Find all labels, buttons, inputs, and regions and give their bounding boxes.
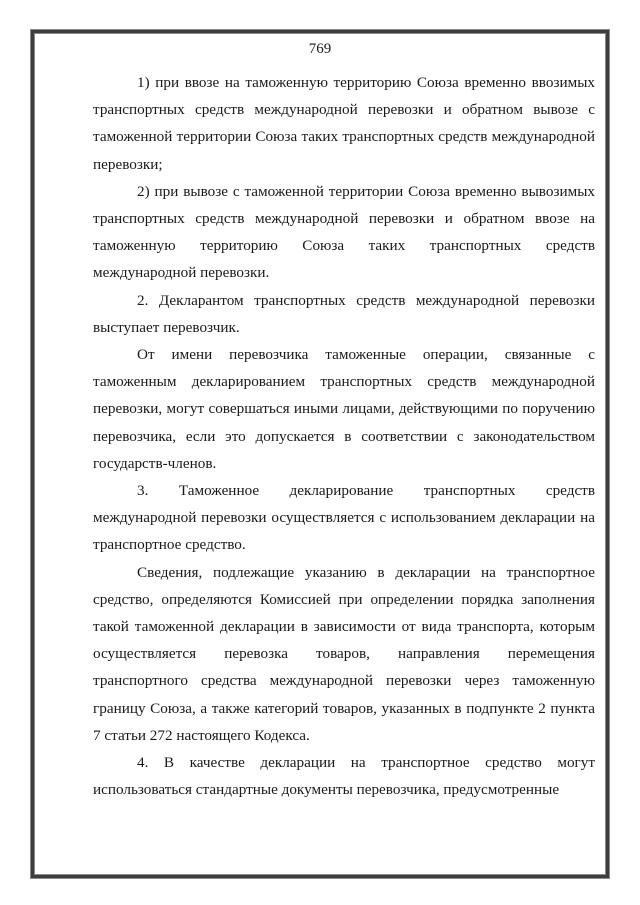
document-text <box>93 69 595 803</box>
page-number: 769 <box>308 41 332 57</box>
paragraph-1: 1) при ввозе на таможенную территорию Союза временно ввозимых транспортных средств международной перевозки и обратном вывозе с таможенной территории Союза таких транспортных средств международной перевозки; <box>93 74 595 173</box>
paragraph-3: 2. Декларантом транспортных средств международной перевозки выступает перевозчик. <box>93 291 595 336</box>
document-page <box>31 30 609 878</box>
paragraph-7: 4. В качестве декларации на транспортное средство могут использоваться стандартные документы перевозчика, предусмотренные <box>93 754 595 799</box>
paragraph-5: 3. Таможенное декларирование транспортных средств международной перевозки осуществляется с использованием декларации на транспортное средство. <box>93 482 595 554</box>
paragraph-4: От имени перевозчика таможенные операции, связанные с таможенным декларированием транспортных средств международной перевозки, могут совершаться иными лицами, действующими по поручению перевозчика, если это допускается в соответствии с законодательством государств-членов. <box>93 346 595 472</box>
paragraph-2: 2) при вывозе с таможенной территории Союза временно вывозимых транспортных средств международной перевозки и обратном ввозе на таможенную территорию Союза таких транспортных средств международной перевозки. <box>93 182 595 282</box>
paragraph-6: Сведения, подлежащие указанию в декларации на транспортное средство, определяются Комиссией при определении порядка заполнения такой таможенной декларации в зависимости от вида транспорта, которым осуществляется перевозка товаров, направления перемещения транспортного средства международной перевозки через таможенную границу Союза, а также категорий товаров, указанных в подпункте 2 пункта 7 статьи 272 настоящего Кодекса. <box>93 563 595 744</box>
